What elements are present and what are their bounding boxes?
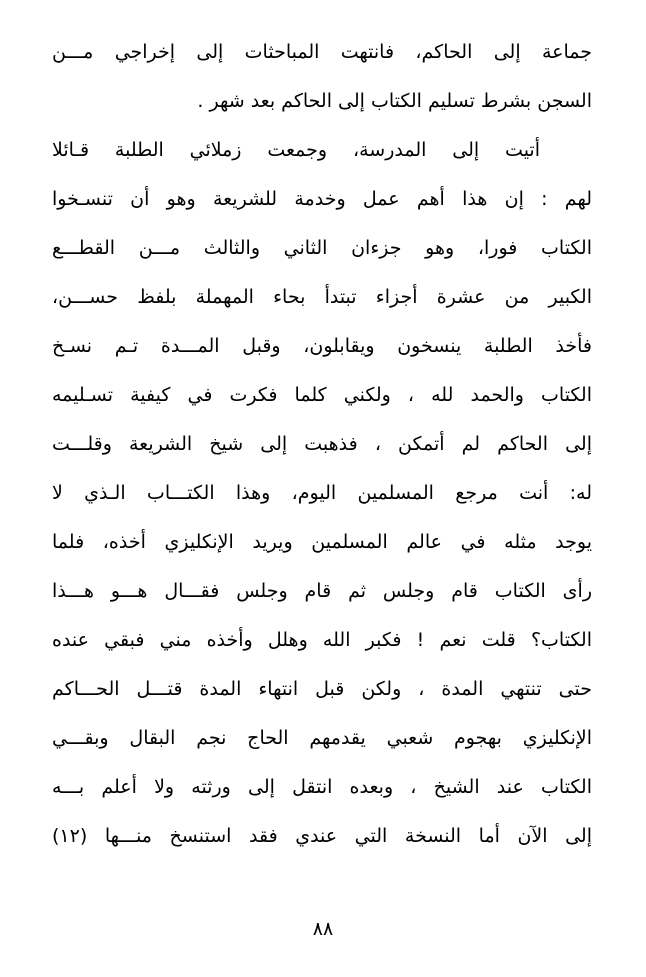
text-line: أتيت إلى المدرسة، وجمعت زملائي الطلبة قـائلا xyxy=(52,139,540,161)
text-line: الإنكليزي بهجوم شعبي يقدمهم الحاج نجم البقال وبقـــي xyxy=(52,727,592,749)
text-line: فأخذ الطلبة ينسخون ويقابلون، وقبل المـــدة تـم نسـخ xyxy=(52,335,592,357)
text-line: الكتاب والحمد لله ، ولكني كلما فكرت في كيفية تسـليمه xyxy=(52,384,592,406)
text-line: السجن بشرط تسليم الكتاب إلى الحاكم بعد شهر . xyxy=(197,90,592,112)
text-line: لهم : إن هذا أهم عمل وخدمة للشريعة وهو أن تنسـخوا xyxy=(52,188,592,210)
text-line: حتى تنتهي المدة ، ولكن قبل انتهاء المدة قتـــل الحـــاكم xyxy=(52,678,592,700)
text-line: يوجد مثله في عالم المسلمين ويريد الإنكليزي أخذه، فلما xyxy=(52,531,592,553)
text-line: إلى الآن أما النسخة التي عندي فقد استنسخ منـــها (١٢) xyxy=(52,825,592,847)
text-line: جماعة إلى الحاكم، فانتهت المباحثات إلى إخراجي مـــن xyxy=(52,41,592,63)
page-number: ٨٨ xyxy=(312,918,334,940)
text-line: الكتاب فورا، وهو جزءان الثاني والثالث مـــن القطـــع xyxy=(52,237,592,259)
text-line: الكبير من عشرة أجزاء تبتدأ بحاء المهملة بلفظ حســـن، xyxy=(52,286,592,308)
text-line: إلى الحاكم لم أتمكن ، فذهبت إلى شيخ الشريعة وقلـــت xyxy=(52,433,592,455)
text-line: له: أنت مرجع المسلمين اليوم، وهذا الكتـــاب الـذي لا xyxy=(52,482,592,504)
body-text xyxy=(52,28,592,861)
text-line: رأى الكتاب قام وجلس ثم قام وجلس فقـــال هـــو هـــذا xyxy=(52,580,592,602)
text-line: الكتاب؟ قلت نعم ! فكبر الله وهلل وأخذه مني فبقي عنده xyxy=(52,629,592,651)
text-line: الكتاب عند الشيخ ، وبعده انتقل إلى ورثته ولا أعلم بـــه xyxy=(52,776,592,798)
